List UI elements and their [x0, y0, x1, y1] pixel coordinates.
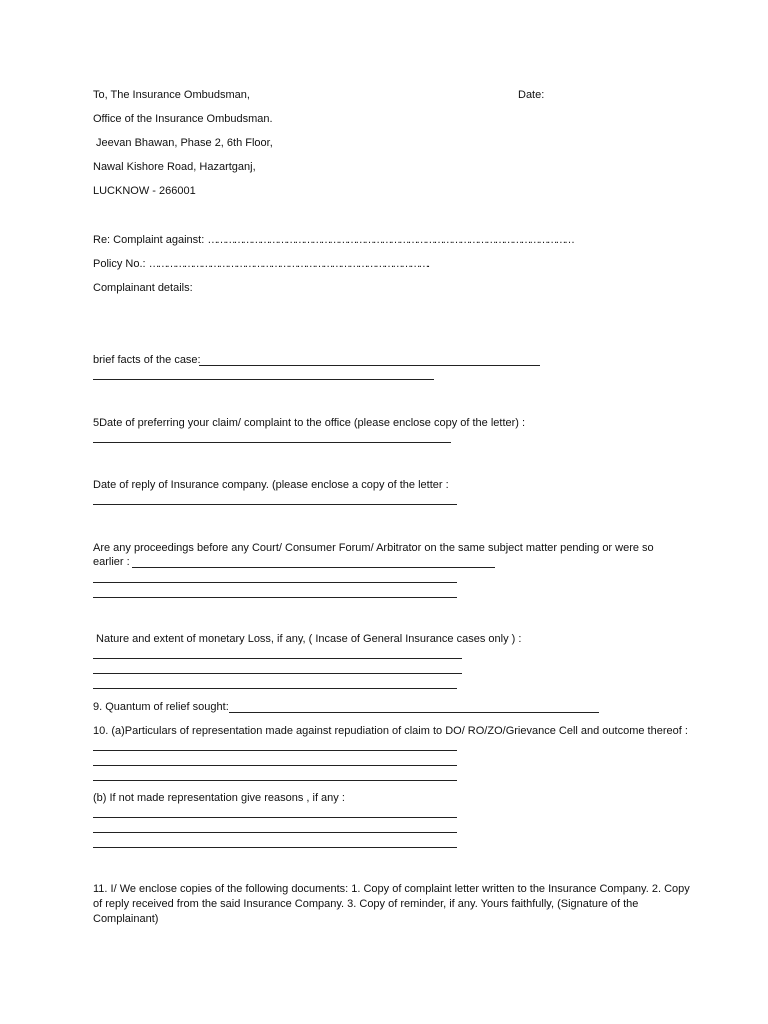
office-line: Office of the Insurance Ombudsman. — [93, 113, 273, 125]
address-line-1: Jeevan Bhawan, Phase 2, 6th Floor, — [93, 137, 273, 149]
proceedings-rule — [132, 567, 495, 568]
policy-label: Policy No.: — [93, 258, 149, 270]
proceedings-label-1: Are any proceedings before any Court/ Consumer Forum/ Arbitrator on the same subject matter pending or were so — [93, 542, 654, 554]
complaint-against-label: Re: Complaint against: — [93, 234, 208, 246]
date-preferring-label: 5Date of preferring your claim/ complaint to the office (please enclose copy of the letter) : — [93, 417, 526, 429]
enclosures-line-3: Complainant) — [93, 913, 159, 925]
reasons-label: (b) If not made representation give reasons , if any : — [93, 792, 345, 804]
reasons-rule — [93, 832, 457, 833]
proceedings-label-2: earlier : — [93, 556, 133, 568]
brief-facts-rule — [199, 365, 540, 366]
date-reply-label: Date of reply of Insurance company. (please enclose a copy of the letter : — [93, 479, 449, 491]
monetary-loss-rule — [93, 673, 462, 674]
quantum-label: 9. Quantum of relief sought: — [93, 701, 232, 713]
policy-dots: ……………………………………………………………………………………. — [148, 258, 428, 270]
date-reply-rule — [93, 504, 457, 505]
enclosures-line-1: 11. I/ We enclose copies of the following documents: 1. Copy of complaint letter written to the Insurance Company. 2. Copy — [93, 883, 690, 895]
city-line: LUCKNOW - 266001 — [93, 185, 196, 197]
brief-facts-label: brief facts of the case: — [93, 354, 204, 366]
quantum-rule — [229, 712, 599, 713]
addressee-line: To, The Insurance Ombudsman, — [93, 89, 250, 101]
proceedings-rule — [93, 597, 457, 598]
address-line-2: Nawal Kishore Road, Hazartganj, — [93, 161, 256, 173]
reasons-rule — [93, 817, 457, 818]
policy-line — [93, 257, 428, 271]
particulars-label: 10. (a)Particulars of representation made against repudiation of claim to DO/ RO/ZO/Grievance Cell and outcome thereof : — [93, 725, 688, 737]
brief-facts-rule — [93, 379, 434, 380]
complaint-against-dots: ……………………………………………………………………………………………………………… — [207, 234, 573, 246]
date-label: Date: — [518, 89, 545, 101]
particulars-rule — [93, 780, 457, 781]
complaint-against-line — [93, 233, 573, 247]
monetary-loss-label: Nature and extent of monetary Loss, if any, ( Incase of General Insurance cases only ) : — [93, 633, 522, 645]
reasons-rule — [93, 847, 457, 848]
date-preferring-rule — [93, 442, 451, 443]
monetary-loss-rule — [93, 658, 462, 659]
enclosures-line-2: of reply received from the said Insurance Company. 3. Copy of reminder, if any. Yours faithfully, (Signature of the — [93, 898, 639, 910]
particulars-rule — [93, 750, 457, 751]
complainant-details-label: Complainant details: — [93, 282, 193, 294]
monetary-loss-rule — [93, 688, 457, 689]
proceedings-rule — [93, 582, 457, 583]
particulars-rule — [93, 765, 457, 766]
